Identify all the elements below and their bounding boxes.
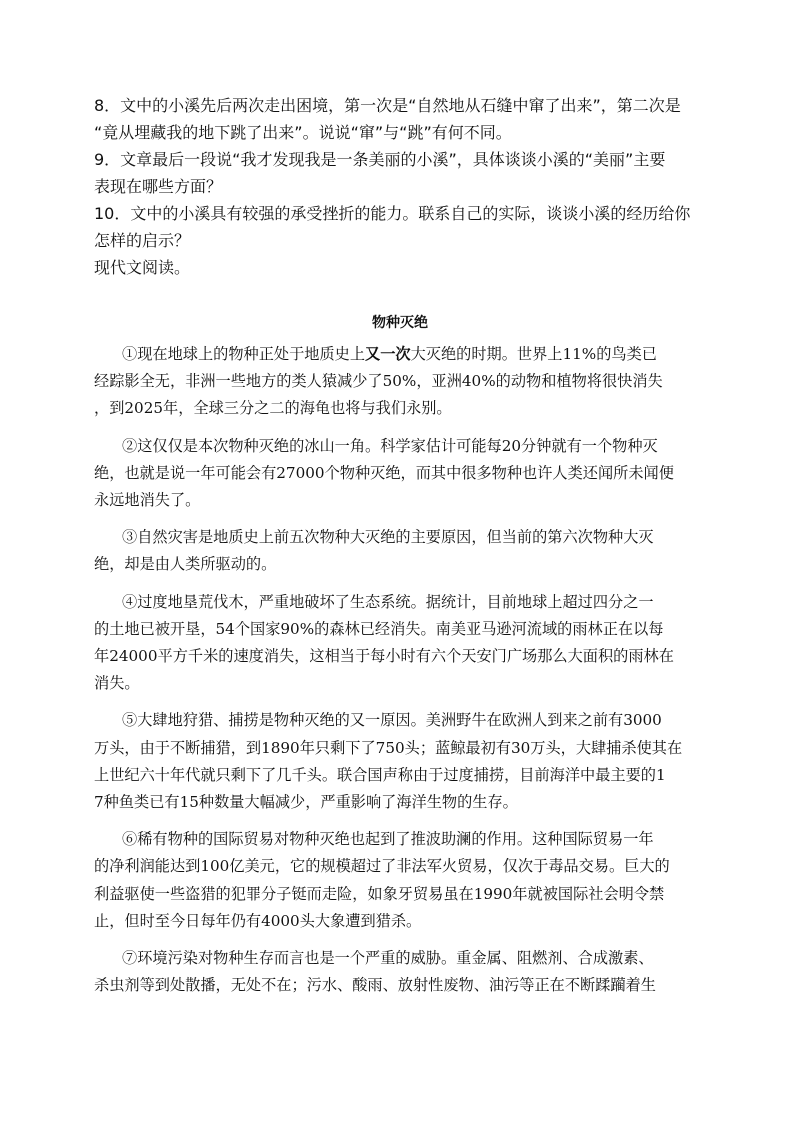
line-text: ，到2025年，全球三分之二的海龟也将与我们永别。 [94,399,452,418]
line-text: 绝，也就是说一年可能会有27000个物种灭绝，而其中很多物种也许人类还闻所未闻便 [94,463,674,482]
question-10 [94,200,706,254]
article-title: 物种灭绝 [372,315,428,331]
paragraph-line [94,735,706,762]
reading-article [94,311,706,1009]
article-paragraph [94,341,706,423]
line-text: 上世纪六十年代就只剩下了几千头。联合国声称由于过度捕捞，目前海洋中最主要的1 [94,765,666,784]
paragraph-line [94,762,706,789]
line-text: 经踪影全无，非洲一些地方的类人猿减少了50%，亚洲40%的动物和植物将很快消失 [94,372,663,391]
article-paragraph [94,707,706,816]
line-text: ③自然灾害是地质史上前五次物种大灭绝的主要原因，但当前的第六次物种大灭 [122,528,654,547]
line-text: 7种鱼类已有15种数量大幅减少，严重影响了海洋生物的生存。 [94,793,518,812]
paragraph-line [94,616,706,643]
line-text: 利益驱使一些盗猎的犯罪分子铤而走险，如象牙贸易虽在1990年就被国际社会明令禁 [94,884,665,903]
article-paragraph [94,589,706,698]
line-text: 消失。 [94,674,140,693]
question-line: 表现在哪些方面？ [94,177,223,196]
line-text: ⑦环境污染对物种生存而言也是一个严重的威胁。重金属、阻燃剂、合成激素、 [122,949,654,968]
paragraph-line [94,460,706,487]
line-text: ①现在地球上的物种正处于地质史上 [122,345,365,363]
article-paragraph [94,433,706,515]
paragraph-line [94,670,706,697]
line-text: ②这仅仅是本次物种灭绝的冰山一角。科学家估计可能每20分钟就有一个物种灭 [122,436,658,455]
paragraph-line [94,433,706,460]
line-text: 绝，却是由人类所驱动的。 [94,555,277,574]
line-text: 年24000平方千米的速度消失，这相当于每小时有六个天安门广场那么大面积的雨林在 [94,647,674,666]
question-line: 10．文中的小溪具有较强的承受挫折的能力。联系自己的实际，谈谈小溪的经历给你 [94,204,691,223]
line-text: 大灭绝的时期。世界上11%的鸟类已 [410,345,657,363]
paragraph-line [94,945,706,972]
line-text: 止，但时至今日每年仍有4000头大象遭到猎杀。 [94,911,422,930]
paragraph-line [94,524,706,551]
line-text: 杀虫剂等到处散播，无处不在；污水、酸雨、放射性废物、油污等正在不断蹂躏着生 [94,976,656,995]
article-paragraph [94,826,706,935]
paragraph-line [94,826,706,853]
section-heading: 现代文阅读。 [94,258,191,277]
paragraph-line [94,395,706,422]
line-text: ⑤大肆地狩猎、捕捞是物种灭绝的又一原因。美洲野牛在欧洲人到来之前有3000 [122,711,662,730]
question-line: “竟从埋藏我的地下跳了出来”。说说“窜”与“跳”有何不同。 [94,123,512,142]
paragraph-line [94,551,706,578]
line-text: 的净利润能达到100亿美元，它的规模超过了非法军火贸易，仅次于毒品交易。巨大的 [94,857,670,876]
paragraph-line [94,643,706,670]
paragraph-line [94,881,706,908]
questions-section [94,92,706,281]
line-text: 永远地消失了。 [94,491,201,510]
line-text: ④过度地垦荒伐木，严重地破坏了生态系统。据统计，目前地球上超过四分之一 [122,592,654,611]
article-paragraph [94,945,706,999]
article-body [94,341,706,999]
paragraph-line [94,972,706,999]
paragraph-line [94,707,706,734]
question-8 [94,92,706,146]
emphasized-text: 又一次 [365,345,411,363]
paragraph-line [94,853,706,880]
article-paragraph [94,524,706,578]
question-line: 8．文中的小溪先后两次走出困境，第一次是“自然地从石缝中窜了出来”，第二次是 [94,96,681,115]
line-text: ⑥稀有物种的国际贸易对物种灭绝也起到了推波助澜的作用。这种国际贸易一年 [122,830,654,849]
paragraph-line [94,908,706,935]
question-line: 9．文章最后一段说“我才发现我是一条美丽的小溪”，具体谈谈小溪的“美丽”主要 [94,150,666,169]
question-line: 怎样的启示？ [94,231,191,250]
line-text: 万头，由于不断捕猎，到1890年只剩下了750头；蓝鲸最初有30万头，大肆捕杀使其在 [94,738,683,757]
paragraph-line [94,368,706,395]
paragraph-line [94,589,706,616]
paragraph-line [94,341,706,368]
paragraph-line [94,789,706,816]
line-text: 的土地已被开垦，54个国家90%的森林已经消失。南美亚马逊河流域的雨林正在以每 [94,619,664,638]
question-9 [94,146,706,200]
paragraph-line [94,487,706,514]
